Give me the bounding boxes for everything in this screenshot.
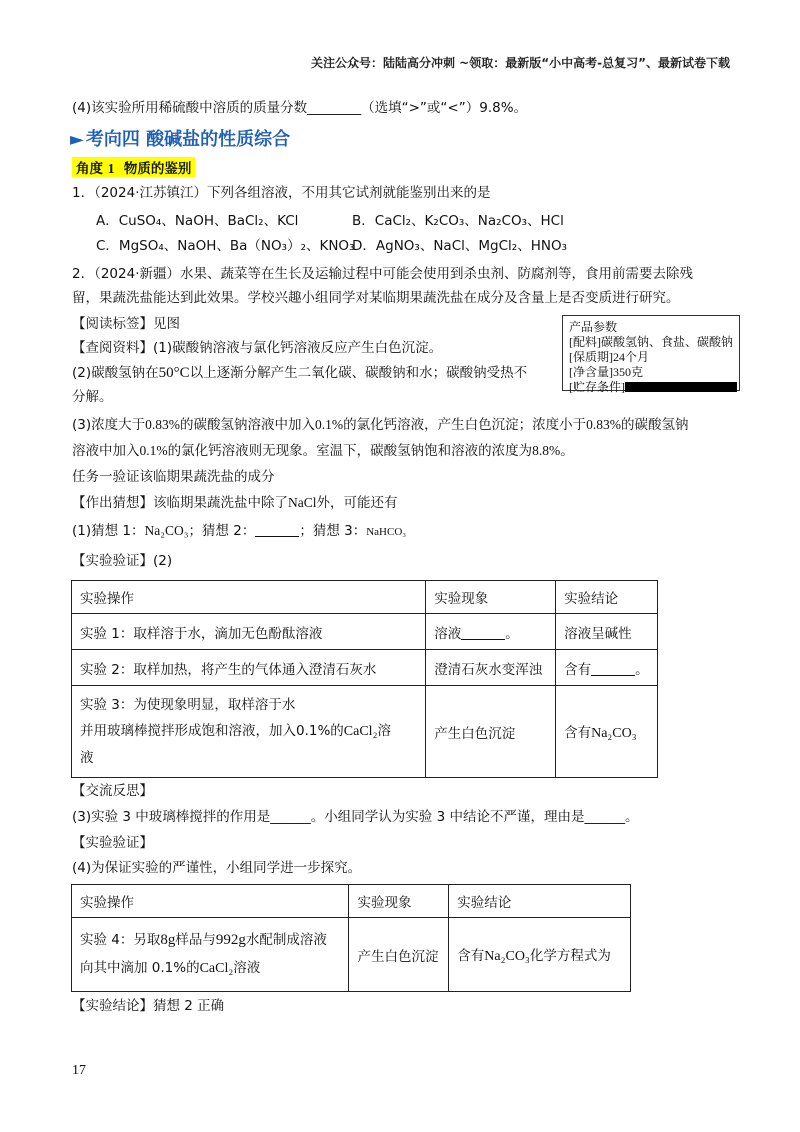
table-row [72,686,658,778]
cell-text: 含有 [457,948,485,964]
cell-text: 向其中滴加 0.1%的 [80,960,200,976]
cell-text [80,954,340,983]
task-1: 任务一验证该临期果蔬洗盐的成分 [72,469,275,485]
reflect-label: 【交流反思】 [72,783,153,799]
answer-blank[interactable] [591,661,635,676]
concentration-value: 0.83% [586,417,621,432]
cell-text: 。 [635,661,649,678]
guess-a: 【作出猜想】该临期果蔬洗盐中除了 [72,495,288,511]
angle-label: 角度 [76,161,103,177]
cell-text: 溶液 [434,625,462,642]
chem-formula: CaCl₂ [199,961,234,976]
chem-formula: Na₂CO₃ [484,949,530,964]
product-label-storage [569,380,739,395]
answer-blank[interactable] [255,522,299,537]
cell-text: 水配制成溶液 [245,932,327,948]
chem-formula: NaCl [288,495,317,510]
cell-text: 溶 [377,723,391,739]
q4-tail: （选填“>”或“<”）9.8%。 [361,100,528,116]
cell-text: 溶液 [233,960,261,976]
temperature-value: 50°C [158,365,190,381]
angle-title: 物质的鉴别 [123,161,192,177]
mass-value: 992g [215,932,246,948]
cell-text: 化学方程式为 [529,948,611,964]
guess-3-label: ；猜想 3： [299,523,367,539]
section-title-text: 考向四 酸碱盐的性质综合 [85,129,291,150]
concentration-value: 0.83% [145,417,180,432]
table-cell [556,686,658,778]
experiment-table-2 [71,884,631,992]
lookup-3-g: 。 [560,443,574,459]
q1-option-b: B．CaCl₂、K₂CO₃、Na₂CO₃、HCl [352,213,564,229]
chem-formula: NaHCO₃ [366,526,407,538]
header-note: 关注公众号：陆陆高分冲刺 ~领取：最新版“小中高考-总复习”、最新试卷下载 [311,56,730,70]
storage-label: [贮存条件] [569,380,625,394]
product-label-shelf-life: [保质期]24个月 [569,350,649,364]
lookup-3-f: 的氯化钙溶液则无现象。室温下，碳酸氢钠饱和溶液的浓度为 [167,443,533,459]
question-4-previous [72,98,527,118]
concentration-value: 0.1% [315,417,344,432]
cell-text: 并用玻璃棒搅拌形成饱和溶液，加入0.1%的 [80,723,344,739]
table-header: 实验现象 [426,581,556,614]
mass-value: 8g [160,932,176,948]
q4-text: (4)该实验所用稀硫酸中溶质的质量分数 [72,100,308,116]
angle-tag [72,157,195,177]
q1-option-d: D．AgNO₃、NaCl、MgCl₂、HNO₃ [352,238,567,254]
table-cell [72,918,349,992]
table-header-row [72,581,658,614]
answer-blank: ________ [307,100,362,116]
table-cell: 产生白色沉淀 [426,686,556,778]
guess-list [72,521,406,542]
q2-stem-line2: 留，果蔬洗盐能达到此效果。学校兴趣小组同学对某临期果蔬洗盐在成分及含量上是否变质进行研究。 [72,290,680,306]
cell-text: 实验 4：另取 [80,932,161,948]
lookup-2-cont: 分解。 [72,389,113,405]
table-header: 实验现象 [349,885,449,918]
page-number: 17 [72,1063,86,1078]
question-4-text: (4)为保证实验的严谨性，小组同学进一步探究。 [72,860,362,876]
q1-stem: 1．（2024·江苏镇江）下列各组溶液，不用其它试剂就能鉴别出来的是 [72,185,491,201]
lookup-2-b: 以上逐渐分解产生二氧化碳、碳酸钠和水；碳酸钠受热不 [189,365,528,381]
redaction-bar [625,382,737,392]
concentration-value: 0.1% [139,443,168,458]
product-label-net-content: [净含量]350克 [569,365,643,379]
cell-text: 含有 [564,661,592,678]
guess-2-label: ；猜想 2： [188,523,256,539]
reflect-question: (3)实验 3 中玻璃棒搅拌的作用是______。小组同学认为实验 3 中结论不严谨，理由是______。 [72,809,639,825]
chem-formula: Na₂CO₃ [144,523,189,538]
table-cell [426,614,556,650]
lookup-1: 【查阅资料】(1)碳酸钠溶液与氯化钙溶液反应产生白色沉淀。 [72,340,443,356]
answer-blank[interactable] [461,625,505,640]
table-row [72,918,631,992]
table-header-row [72,885,631,918]
cell-text [80,718,417,745]
q2-stem-line1: 2．（2024·新疆）水果、蔬菜等在生长及运输过程中可能会使用到杀虫剂、防腐剂等，食用前需要去除残 [72,266,693,282]
guess-1-label: (1)猜想 1： [72,523,145,539]
lookup-2-a: (2)碳酸氢钠在 [72,365,159,381]
table-header: 实验操作 [72,581,426,614]
cell-text: 样品与 [175,932,216,948]
section-title [70,125,290,151]
q1-option-c: C．MgSO₄、NaOH、Ba（NO₃）₂、KNO₃ [96,238,355,254]
cell-text: 实验 3：为使现象明显，取样溶于水 [80,697,296,713]
chem-formula: Na₂CO₃ [591,726,637,741]
experiment-table-1 [71,580,658,778]
lookup-3-d: 的碳酸氢钠 [621,417,689,433]
product-label-ingredients: [配料]碳酸氢钠、食盐、碳酸钠 [569,335,733,349]
table-cell [72,686,426,778]
table-cell: 溶液呈碱性 [556,614,658,650]
guess-b: 外，可能还有 [316,495,398,511]
table-header: 实验结论 [449,885,631,918]
table-cell: 澄清石灰水变浑浊 [426,650,556,686]
lookup-3-c: 的氯化钙溶液，产生白色沉淀；浓度小于 [343,417,587,433]
table-cell [449,918,631,992]
verify-label: 【实验验证】(2) [72,553,173,569]
product-label-title: 产品参数 [569,320,618,334]
table-header: 实验操作 [72,885,349,918]
table-header: 实验结论 [556,581,658,614]
angle-number: 1 [107,161,115,176]
guess-intro [72,493,398,513]
table-cell [556,650,658,686]
lookup-3-e: 溶液中加入 [72,443,140,459]
q1-option-a: A．CuSO₄、NaOH、BaCl₂、KCl [96,213,299,229]
table-cell: 实验 2：取样加热，将产生的气体通入澄清石灰水 [72,650,426,686]
concentration-value: 8.8% [532,443,561,458]
cell-text: 。 [505,625,519,642]
table-row [72,614,658,650]
chem-formula: CaCl₂ [343,724,378,739]
product-label-box [562,315,740,394]
verify2-label: 【实验验证】 [72,835,153,851]
read-label: 【阅读标签】见图 [72,316,180,332]
lookup-3-b: 的碳酸氢钠溶液中加入 [180,417,315,433]
lookup-3-cont [72,441,574,461]
cell-text [80,926,340,954]
cell-text: 含有 [564,725,592,741]
lookup-2 [72,363,527,383]
lookup-3-a: (3)浓度大于 [72,417,146,433]
table-row [72,650,658,686]
table-cell: 实验 1：取样溶于水，滴加无色酚酞溶液 [72,614,426,650]
lookup-3 [72,415,689,435]
conclusion-label: 【实验结论】猜想 2 正确 [72,998,225,1014]
cell-text: 液 [80,750,94,766]
table-cell: 产生白色沉淀 [349,918,449,992]
triangle-marker-icon: ► [70,129,84,150]
